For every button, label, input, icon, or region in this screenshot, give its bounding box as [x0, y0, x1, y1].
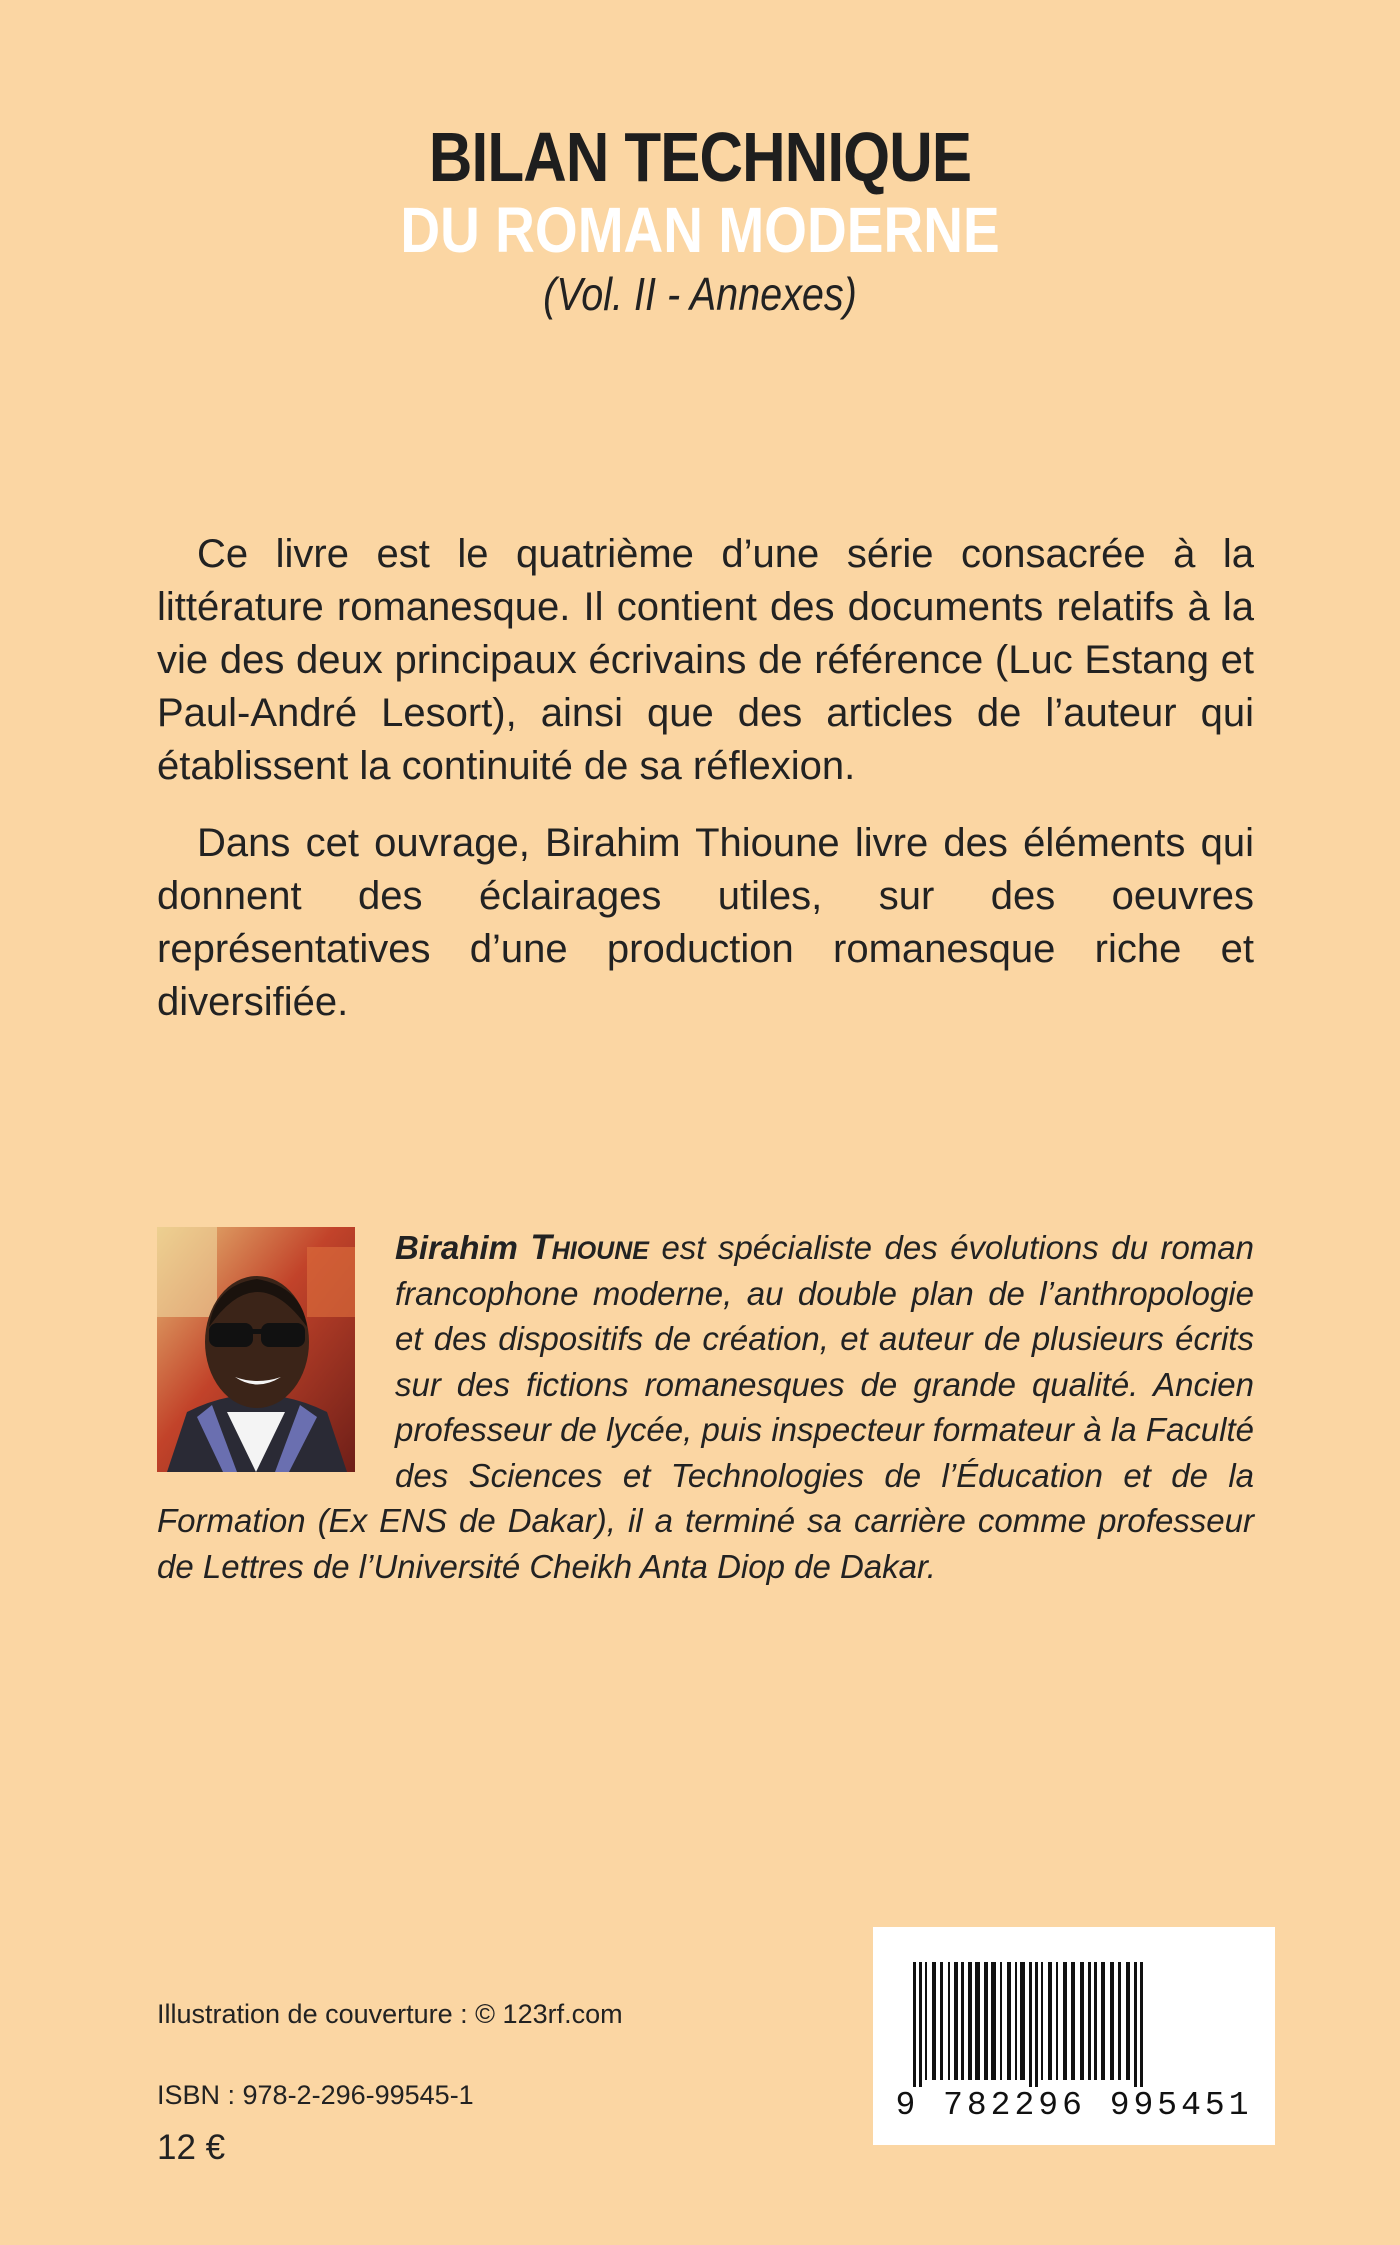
barcode-bar [1080, 1962, 1084, 2080]
barcode-bar [984, 1962, 988, 2080]
subtitle: (Vol. II - Annexes) [543, 268, 857, 320]
barcode-bar [991, 1962, 996, 2080]
barcode-bar [1015, 1962, 1017, 2080]
title-line-2: DU ROMAN MODERNE [400, 194, 1000, 266]
barcode-bar [975, 1962, 980, 2080]
barcode-bar [1101, 1962, 1105, 2080]
barcode-bar [925, 1962, 927, 2080]
author-photo [157, 1227, 355, 1472]
barcode-bar [919, 1962, 922, 2087]
barcode-bar [1118, 1962, 1121, 2080]
blurb-paragraph-1: Ce livre est le quatrième d’une série consacrée à la littérature romanesque. Il contient des documents relatifs à la vie des deux principaux écrivains de référence (Luc Estang et Paul-André Lesort), ainsi que des articles de l’auteur qui établissent la continuité de sa réflexion. [157, 532, 1254, 788]
barcode-bar [940, 1962, 943, 2080]
barcode-digits: 9 782296 995451 [895, 2087, 1253, 2124]
author-bio-text: est spécialiste des évolutions du roman francophone moderne, au double plan de l’anthropologie et des dispositifs de création, et auteur de plusieurs écrits sur des fictions romanesques de grande qualité. Ancien professeur de lycée, puis inspecteur formateur à la Faculté des Sciences et Technologies de l’Éducation et de la Formation (Ex ENS de Dakar), il a terminé sa carrière comme professeur de Lettres de l’Université Cheikh Anta Diop de Dakar. [157, 1229, 1254, 1585]
barcode-bar [932, 1962, 936, 2080]
author-section [157, 1225, 1254, 1589]
cover-title-block [0, 118, 1400, 322]
barcode-bars [873, 1927, 1275, 2087]
barcode-bar [1126, 1962, 1130, 2080]
barcode-bar [1007, 1962, 1011, 2080]
barcode-bar [1094, 1962, 1097, 2080]
author-portrait-image [157, 1227, 355, 1472]
barcode-bar [961, 1962, 964, 2080]
book-blurb [157, 528, 1254, 1053]
barcode-bar [1140, 1962, 1143, 2087]
barcode [873, 1927, 1275, 2145]
barcode-bar [1029, 1962, 1032, 2087]
barcode-bar [913, 1962, 916, 2087]
barcode-bar [968, 1962, 972, 2080]
author-first-name: Birahim [395, 1229, 518, 1266]
isbn: ISBN : 978-2-296-99545-1 [157, 2080, 474, 2110]
barcode-bar [1041, 1962, 1043, 2080]
barcode-bar [948, 1962, 950, 2080]
title-line-1: BILAN TECHNIQUE [428, 118, 972, 196]
barcode-bar [954, 1962, 958, 2080]
barcode-bar [1035, 1962, 1038, 2087]
barcode-bar [1000, 1962, 1002, 2080]
illustration-credit: Illustration de couverture : © 123rf.com [157, 1999, 623, 2029]
barcode-bar [1020, 1962, 1025, 2080]
barcode-bar [1088, 1962, 1091, 2080]
author-last-name: Thioune [530, 1228, 649, 1267]
barcode-bar [1056, 1962, 1058, 2080]
barcode-bar [1048, 1962, 1052, 2080]
barcode-bar [1071, 1962, 1075, 2080]
barcode-bar [1134, 1962, 1137, 2087]
barcode-bar [1110, 1962, 1114, 2080]
price: 12 € [157, 2128, 226, 2167]
blurb-paragraph-2: Dans cet ouvrage, Birahim Thioune livre des éléments qui donnent des éclairages utiles, sur des oeuvres représentatives d’une production romanesque riche et diversifiée. [157, 821, 1254, 1024]
barcode-bar [1063, 1962, 1067, 2080]
